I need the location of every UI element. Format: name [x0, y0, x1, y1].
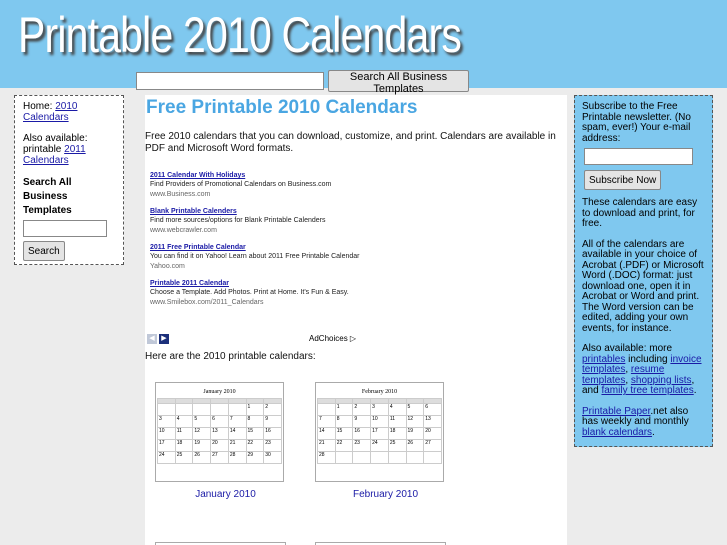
newsletter-text: Subscribe to the Free Printable newsletter. (No spam, ever!) Your e-mail address:	[582, 101, 691, 144]
adchoices-link[interactable]: AdChoices ▷	[309, 334, 357, 343]
ad-url[interactable]: Yahoo.com	[150, 263, 185, 270]
ad-title-link[interactable]: Blank Printable Calenders	[150, 208, 237, 215]
ad-description: Choose a Template. Add Photos. Print at Home. It's Fun & Easy.	[150, 289, 349, 296]
family-tree-templates-link[interactable]: family tree templates	[601, 385, 694, 396]
blank-calendars-link[interactable]: blank calendars	[582, 426, 653, 438]
january-calendar-thumbnail[interactable]	[155, 382, 284, 482]
february-calendar-link[interactable]: February 2010	[352, 489, 419, 500]
ad-url[interactable]: www.Smilebox.com/2011_Calendars	[150, 299, 264, 306]
page-title: Free Printable 2010 Calendars	[146, 97, 418, 118]
site-title: Printable 2010 Calendars	[18, 7, 462, 63]
home-line: Home: 2010 Calendars	[23, 101, 78, 123]
ad-title-link[interactable]: 2011 Free Printable Calendar	[150, 244, 246, 251]
january-calendar-link[interactable]: January 2010	[195, 489, 256, 500]
home-link[interactable]: 2010 Calendars	[23, 101, 78, 123]
main-content	[145, 95, 567, 545]
calendar-month-title: January 2010	[203, 389, 236, 395]
chevron-left-icon[interactable]: ◀	[147, 334, 157, 344]
left-search-heading: Search All Business Templates	[23, 177, 72, 216]
ad-url[interactable]: www.Business.com	[150, 191, 211, 198]
shopping-lists-link[interactable]: shopping lists	[630, 374, 692, 386]
printable-paper-link[interactable]: Printable Paper	[582, 405, 651, 417]
intro-text: Free 2010 calendars that you can download, customize, and print. Calendars are available in PDF and Microsoft Word formats.	[145, 131, 556, 154]
ad-description: Find more sources/options for Blank Printable Calenders	[150, 217, 326, 224]
left-search-button[interactable]: Search	[23, 241, 65, 261]
printable-paper-line: Printable Paper.net also has weekly and monthly blank calendars.	[582, 405, 689, 438]
calendars-lead-in: Here are the 2010 printable calendars:	[145, 351, 316, 362]
ad-item	[150, 207, 360, 235]
site-header	[0, 0, 727, 95]
calendar-grid: 1 2 3 4 5 6 7 8 9 10 11 12 13 14 15 16 17 18 19 20 21 22 23 24 25 26 27 28 29 30	[157, 398, 282, 464]
ad-block	[150, 171, 360, 315]
ad-navigation	[147, 334, 171, 352]
invoice-templates-link[interactable]: invoice templates	[582, 353, 702, 375]
subscribe-button[interactable]: Subscribe Now	[584, 170, 661, 190]
ad-description: You can find it on Yahoo! Learn about 2011 Free Printable Calendar	[150, 253, 360, 260]
ad-item	[150, 243, 360, 271]
ad-url[interactable]: www.webcrawler.com	[150, 227, 217, 234]
calendar-month-title: February 2010	[361, 389, 398, 395]
also-available-more: Also available: more printables including invoice templates, resume templates, shopping lists, and family tree templates.	[582, 343, 702, 396]
resume-templates-link[interactable]: resume templates	[582, 364, 665, 386]
newsletter-email-input[interactable]	[584, 148, 693, 165]
chevron-right-icon[interactable]: ▶	[159, 334, 169, 344]
right-sidebar	[574, 95, 713, 447]
search-all-templates-button[interactable]: Search All Business Templates	[328, 70, 469, 92]
also-available-line: Also available: printable 2011 Calendars	[23, 133, 88, 166]
left-search-input[interactable]	[23, 220, 107, 237]
easy-text: These calendars are easy to download and print, for free.	[582, 197, 698, 229]
header-search-input[interactable]	[136, 72, 324, 90]
formats-text: All of the calendars are available in your choice of Acrobat (.PDF) or Microsoft Word (.DOC) format: just download one, open it in Acrobat or Word and print. The Word version can be edited, adding your own events, for instance.	[582, 238, 704, 334]
left-sidebar	[14, 95, 124, 265]
ad-title-link[interactable]: 2011 Calendar With Holidays	[150, 172, 246, 179]
ad-item	[150, 171, 360, 199]
february-calendar-thumbnail[interactable]	[315, 382, 444, 482]
ad-item	[150, 279, 360, 307]
ad-description: Find Providers of Promotional Calendars on Business.com	[150, 181, 332, 188]
printables-link[interactable]: printables	[582, 353, 626, 365]
ad-title-link[interactable]: Printable 2011 Calendar	[150, 280, 229, 287]
calendars-2011-link[interactable]: 2011 Calendars	[23, 144, 86, 166]
calendar-grid: 1 2 3 4 5 6 7 8 9 10 11 12 13 14 15 16 17 18 19 20 21 22 23 24 25 26 27 28	[317, 398, 442, 464]
